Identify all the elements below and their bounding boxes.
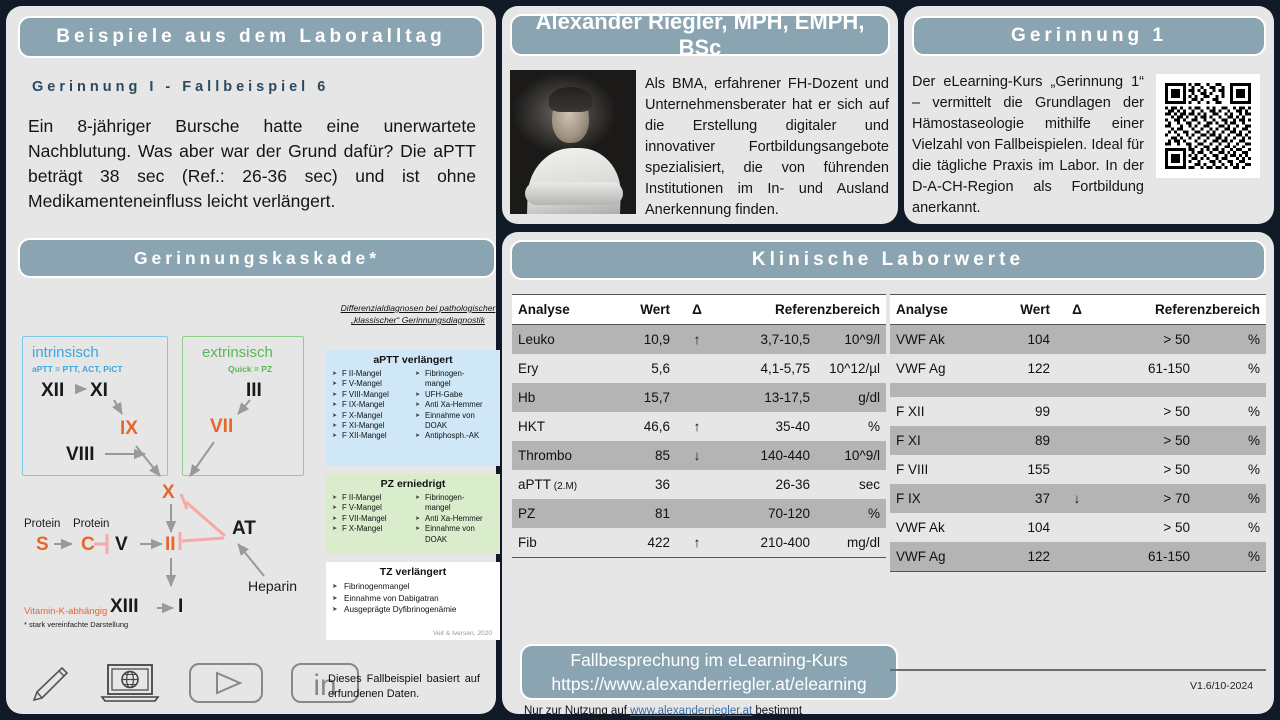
table-row — [512, 528, 886, 558]
case-subheader: Gerinnung I - Fallbeispiel 6 — [32, 79, 330, 95]
cell-analyse: VWF Ak — [890, 325, 986, 355]
table-row — [512, 354, 886, 383]
cell-delta — [1056, 542, 1098, 572]
lab-table-right-body — [890, 325, 1266, 572]
case-footnote: Dieses Fallbeispiel basiert auf erfundenen Daten. — [328, 673, 480, 700]
col-referenzbereich: Referenzbereich — [1098, 295, 1266, 325]
dd-box-pz-col2 — [415, 493, 494, 545]
cell-referenzbereich: > 50 — [1098, 325, 1196, 355]
col-analyse: Analyse — [512, 295, 606, 325]
cell-einheit: % — [1196, 455, 1266, 484]
cell-analyse: F VIII — [890, 455, 986, 484]
table-row — [890, 484, 1266, 513]
cell-einheit: g/dl — [816, 383, 886, 412]
factor-viii: VIII — [66, 444, 95, 465]
cell-einheit — [1196, 383, 1266, 397]
table-row — [890, 354, 1266, 383]
cell-referenzbereich: > 50 — [1098, 397, 1196, 426]
vitamin-k-note: Vitamin-K-abhängig — [24, 606, 108, 617]
usage-note-after: bestimmt — [752, 705, 803, 717]
factor-vii: VII — [210, 416, 234, 437]
dd-box-pz-col1 — [332, 493, 411, 545]
coagulation-cascade-diagram — [10, 296, 320, 641]
cell-referenzbereich: 3,7-10,5 — [718, 325, 816, 355]
lab-table-left — [512, 294, 886, 558]
cascade-panel-header: Gerinnungskaskade* — [18, 238, 496, 278]
qr-code-image — [1165, 83, 1251, 169]
dd-box-pz — [326, 474, 500, 554]
cell-analyse: HKT — [512, 412, 606, 441]
lab-table-left-body — [512, 325, 886, 558]
cell-delta: ↑ — [676, 412, 718, 441]
cell-einheit: % — [816, 499, 886, 528]
dd-box-tz — [326, 562, 500, 640]
extrinsic-title: extrinsisch — [202, 344, 273, 361]
table-header-row — [512, 295, 886, 325]
factor-ix: IX — [120, 418, 138, 439]
course-description: Der eLearning-Kurs „Gerinnung 1“ – vermittelt die Grundlagen der Hämostaseologie mithilfe einer Vielzahl von Fallbeispielen. Ideal für die tägliche Praxis im Labor. In der D-A-CH-Region als Fortbildung anerkannt. — [912, 74, 1144, 216]
cell-referenzbereich: > 50 — [1098, 513, 1196, 542]
usage-note — [524, 705, 802, 717]
cell-wert: 81 — [606, 499, 676, 528]
cell-analyse: aPTT (2.M) — [512, 470, 606, 499]
col-delta: Δ — [676, 295, 718, 325]
author-panel — [502, 6, 898, 224]
table-row — [512, 470, 886, 499]
simplified-note: * stark vereinfachte Darstellung — [24, 620, 129, 629]
factor-i: I — [178, 596, 184, 617]
list-item: ➤ Fibrinogen- — [415, 369, 494, 379]
list-item: ➤ F II-Mangel — [332, 493, 411, 503]
case-panel-header: Beispiele aus dem Laboralltag — [18, 16, 484, 58]
cell-wert: 85 — [606, 441, 676, 470]
cell-analyse: PZ — [512, 499, 606, 528]
dd-box-aptt — [326, 350, 500, 466]
factor-v: V — [115, 534, 128, 555]
list-item: ➤ F IX-Mangel — [332, 400, 411, 410]
cell-wert: 5,6 — [606, 354, 676, 383]
youtube-play-icon[interactable] — [188, 661, 264, 705]
col-delta: Δ — [1056, 295, 1098, 325]
list-item: ➤ Einnahme von — [415, 524, 494, 534]
cell-wert: 15,7 — [606, 383, 676, 412]
list-item: ➤ F XI-Mangel — [332, 421, 411, 431]
cell-referenzbereich: 13-17,5 — [718, 383, 816, 412]
dd-box-pz-title: PZ erniedrigt — [380, 478, 446, 490]
list-item: mangel — [425, 503, 451, 513]
cell-analyse: Hb — [512, 383, 606, 412]
cell-einheit: % — [1196, 325, 1266, 355]
cell-referenzbereich: 70-120 — [718, 499, 816, 528]
col-referenzbereich: Referenzbereich — [718, 295, 886, 325]
list-item: ➤ Fibrinogenmangel — [332, 581, 494, 593]
footer-divider — [890, 669, 1266, 671]
course-panel — [904, 6, 1274, 224]
cell-analyse: VWF Ak — [890, 513, 986, 542]
cell-delta — [1056, 397, 1098, 426]
cell-analyse: Thrombo — [512, 441, 606, 470]
cell-referenzbereich: 140-440 — [718, 441, 816, 470]
list-item: DOAK — [425, 534, 448, 544]
cell-wert: 36 — [606, 470, 676, 499]
cell-delta — [676, 383, 718, 412]
dd-box-tz-list — [332, 581, 494, 616]
cell-einheit: % — [1196, 484, 1266, 513]
cell-referenzbereich: 35-40 — [718, 412, 816, 441]
course-panel-header: Gerinnung 1 — [912, 16, 1266, 56]
factor-iii: III — [246, 380, 262, 401]
cell-delta: ↑ — [676, 528, 718, 558]
cell-analyse: Leuko — [512, 325, 606, 355]
cell-einheit: % — [1196, 397, 1266, 426]
version-label: V1.6/10-2024 — [1190, 680, 1254, 692]
antithrombin-label: AT — [232, 518, 256, 539]
cell-einheit: % — [816, 412, 886, 441]
cell-einheit: 10^9/l — [816, 325, 886, 355]
table-row — [512, 383, 886, 412]
case-panel — [6, 6, 496, 714]
cell-referenzbereich: > 70 — [1098, 484, 1196, 513]
list-item: ➤ Fibrinogen- — [415, 493, 494, 503]
list-item: ➤ Anti Xa-Hemmer — [415, 514, 494, 524]
author-bio: Als BMA, erfahrener FH-Dozent und Unternehmensberater hat er sich auf die Erstellung digitaler und innovativer Fortbildungsangebote spezialisiert, die von führenden Institutionen im In- und Ausland Anerkennung finden. — [645, 76, 889, 218]
cell-delta — [1056, 513, 1098, 542]
table-row — [890, 542, 1266, 572]
case-body: Ein 8-jähriger Bursche hatte eine unerwartete Nachblutung. Was aber war der Grund dafür? Die aPTT beträgt 38 sec (Ref.: 26-36 sec) und ist ohne Medikamenteneinfluss leicht verlängert. — [28, 116, 476, 211]
factor-x: X — [162, 482, 175, 503]
dd-box-aptt-title: aPTT verlängert — [373, 354, 453, 366]
col-analyse: Analyse — [890, 295, 986, 325]
table-row — [512, 499, 886, 528]
cell-einheit: % — [1196, 354, 1266, 383]
table-row — [890, 325, 1266, 355]
cell-referenzbereich: > 50 — [1098, 455, 1196, 484]
table-row — [890, 397, 1266, 426]
extrinsic-subtitle: Quick = PZ — [228, 364, 273, 374]
dd-box-aptt-col2 — [415, 369, 494, 442]
table-header-row — [890, 295, 1266, 325]
table-row — [890, 383, 1266, 397]
table-row — [890, 426, 1266, 455]
factor-xiii: XIII — [110, 596, 139, 617]
dd-box-tz-credit: Veit & Iversen, 2020 — [432, 630, 492, 637]
cta-line-2: https://www.alexanderriegler.at/elearning — [551, 674, 867, 694]
dd-title: Differenzialdiagnosen bei pathologischer „klassischer“ Gerinnungsdiagnostik — [340, 303, 496, 325]
cell-wert: 122 — [986, 354, 1056, 383]
lab-panel-header: Klinische Laborwerte — [510, 240, 1266, 280]
cell-wert: 122 — [986, 542, 1056, 572]
list-item: ➤ Antiphosph.-AK — [415, 431, 494, 441]
cell-delta: ↓ — [1056, 484, 1098, 513]
protein-c-label: Protein — [73, 518, 110, 530]
protein-s-label: Protein — [24, 518, 61, 530]
cell-delta: ↓ — [676, 441, 718, 470]
list-item: mangel — [425, 379, 451, 389]
factor-xi: XI — [90, 380, 108, 401]
list-item: ➤ Ausgeprägte Dyfibrinogenämie — [332, 604, 494, 616]
list-item: ➤ F V-Mangel — [332, 503, 411, 513]
table-row — [512, 412, 886, 441]
dd-box-aptt-col1 — [332, 369, 411, 442]
intrinsic-title: intrinsisch — [32, 344, 99, 361]
cell-referenzbereich: 4,1-5,75 — [718, 354, 816, 383]
factor-ii: II — [165, 534, 176, 555]
cell-delta: ↑ — [676, 325, 718, 355]
usage-note-link[interactable]: www.alexanderriegler.at — [630, 705, 753, 717]
list-item: ➤ F V-Mangel — [332, 379, 411, 389]
list-item: ➤ UFH-Gabe — [415, 390, 494, 400]
cell-referenzbereich: 26-36 — [718, 470, 816, 499]
cell-delta — [1056, 383, 1098, 397]
lab-panel — [502, 232, 1274, 717]
list-item: ➤ F VII-Mangel — [332, 514, 411, 524]
cell-einheit: % — [1196, 513, 1266, 542]
cell-analyse: F XI — [890, 426, 986, 455]
cta-line-1: Fallbesprechung im eLearning-Kurs — [570, 650, 848, 670]
lab-table-right — [890, 294, 1266, 572]
protein-c: C — [81, 534, 95, 555]
table-row — [512, 325, 886, 355]
cell-einheit: 10^12/µl — [816, 354, 886, 383]
cell-wert: 10,9 — [606, 325, 676, 355]
cell-wert: 37 — [986, 484, 1056, 513]
svg-text:in: in — [313, 669, 337, 702]
laptop-globe-icon[interactable] — [98, 661, 162, 705]
cell-wert: 104 — [986, 325, 1056, 355]
cta-elearning-button[interactable] — [520, 644, 898, 700]
cell-analyse: Fib — [512, 528, 606, 558]
cell-delta — [676, 470, 718, 499]
heparin-label: Heparin — [248, 578, 298, 594]
cell-delta — [1056, 354, 1098, 383]
table-row — [890, 455, 1266, 484]
cell-referenzbereich: > 50 — [1098, 426, 1196, 455]
pen-icon[interactable] — [28, 662, 72, 704]
col-wert: Wert — [606, 295, 676, 325]
table-row — [890, 513, 1266, 542]
list-item: ➤ F VIII-Mangel — [332, 390, 411, 400]
list-item: ➤ F X-Mangel — [332, 411, 411, 421]
author-photo — [510, 70, 636, 214]
cell-analyse — [890, 383, 986, 397]
cell-einheit: % — [1196, 542, 1266, 572]
list-item: ➤ F XII-Mangel — [332, 431, 411, 441]
cell-wert: 89 — [986, 426, 1056, 455]
factor-xii: XII — [41, 380, 65, 401]
cell-analyse: Ery — [512, 354, 606, 383]
list-item: ➤ Einnahme von — [415, 411, 494, 421]
cell-referenzbereich: 61-150 — [1098, 542, 1196, 572]
cell-delta — [1056, 325, 1098, 355]
cell-einheit: % — [1196, 426, 1266, 455]
cell-einheit: mg/dl — [816, 528, 886, 558]
intrinsic-subtitle: aPTT = PTT, ACT, PiCT — [32, 364, 123, 374]
author-panel-header: Alexander Riegler, MPH, EMPH, BSc — [510, 14, 890, 56]
cell-einheit: sec — [816, 470, 886, 499]
list-item: ➤ F II-Mangel — [332, 369, 411, 379]
table-row — [512, 441, 886, 470]
cell-wert: 422 — [606, 528, 676, 558]
cell-delta — [1056, 455, 1098, 484]
cell-delta — [1056, 426, 1098, 455]
cell-referenzbereich — [1098, 383, 1196, 397]
list-item: ➤ F X-Mangel — [332, 524, 411, 534]
course-qr-code[interactable] — [1156, 74, 1260, 178]
cell-einheit: 10^9/l — [816, 441, 886, 470]
cell-wert — [986, 383, 1056, 397]
usage-note-before: Nur zur Nutzung auf — [524, 705, 631, 717]
cell-analyse: F XII — [890, 397, 986, 426]
list-item: DOAK — [425, 421, 448, 431]
cell-analyse: VWF Ag — [890, 542, 986, 572]
cell-wert: 104 — [986, 513, 1056, 542]
cell-delta — [676, 354, 718, 383]
cell-delta — [676, 499, 718, 528]
cell-analyse: VWF Ag — [890, 354, 986, 383]
cell-wert: 99 — [986, 397, 1056, 426]
dd-box-tz-title: TZ verlängert — [379, 566, 447, 578]
list-item: ➤ Einnahme von Dabigatran — [332, 593, 494, 605]
cell-wert: 155 — [986, 455, 1056, 484]
col-wert: Wert — [986, 295, 1056, 325]
protein-s: S — [36, 534, 49, 555]
cell-referenzbereich: 61-150 — [1098, 354, 1196, 383]
social-icon-row — [28, 661, 360, 705]
cell-referenzbereich: 210-400 — [718, 528, 816, 558]
cell-analyse: F IX — [890, 484, 986, 513]
cell-wert: 46,6 — [606, 412, 676, 441]
list-item: ➤ Anti Xa-Hemmer — [415, 400, 494, 410]
